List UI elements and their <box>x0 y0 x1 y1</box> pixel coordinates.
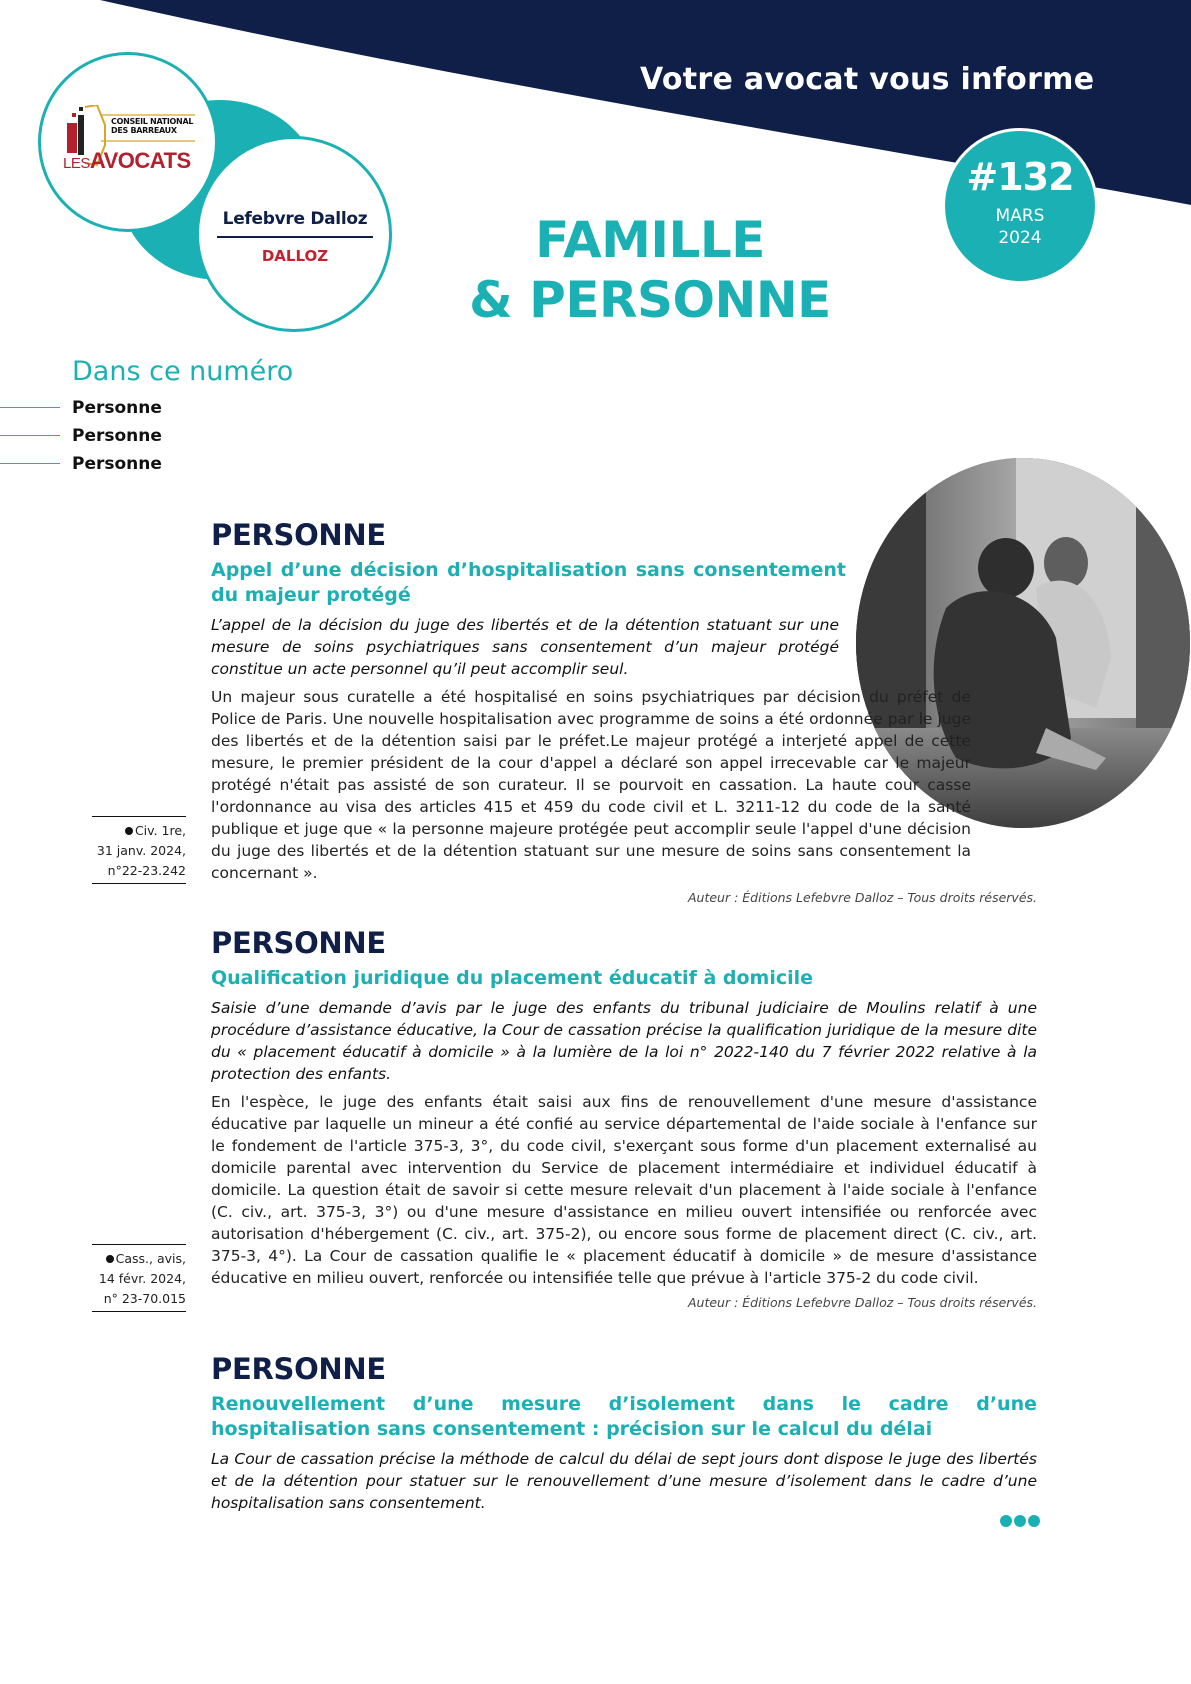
issue-year: 2024 <box>998 228 1042 248</box>
case-citation: Civ. 1re, 31 janv. 2024, n°22-23.242 <box>92 816 186 884</box>
bullet-icon <box>106 1255 114 1263</box>
dot <box>1000 1515 1012 1527</box>
toc-line <box>0 463 60 464</box>
article-lead: La Cour de cassation précise la méthode de calcul du délai de sept jours dont dispose le juge des libertés et de la détention pour statuer sur le renouvellement d’une mesure d’isolement dans le cadre d’une hospitalisation sans consentement. <box>211 1450 1037 1512</box>
logo-divider <box>217 236 373 238</box>
article-section <box>211 1352 1037 1514</box>
section-label: PERSONNE <box>211 518 386 552</box>
article-body: Un majeur sous curatelle a été hospitalisé en soins psychiatriques par décision du préfet de Police de Paris. Une nouvelle hospitalisation avec programme de soins a été ordonnée par le juge des libertés et de la détention saisi par le préfet.Le majeur protégé a interjeté appel de cette mesure, le premier président de la cour d'appel a déclaré son appel irrecevable car le majeur protégé n'était pas assisté de son curateur. Il se pourvoit en cassation. La haute cour casse l'ordonnance au visa des articles 415 et 459 du code civil et L. 3211-12 du code de la santé publique et juge que « la personne majeure protégée peut accomplir seule l'appel d'une décision du juge des libertés et de la détention statuant sur une mesure de soins sans consentement la concernant ». <box>211 688 971 882</box>
issue-number: #132 <box>966 155 1074 199</box>
article-section <box>211 518 1037 905</box>
article-author: Auteur : Éditions Lefebvre Dalloz – Tous droits réservés. <box>687 890 1037 905</box>
article-lead: Saisie d’une demande d’avis par le juge des enfants du tribunal judiciaire de Moulins relatif à une procédure d’assistance éducative, la Cour de cassation précise la qualification juridique de la mesure dite du « placement éducatif à domicile » à la lumière de la loi n° 2022-140 du 7 février 2022 relative à la protection des enfants. <box>211 999 1037 1083</box>
toc-line <box>0 407 60 408</box>
article-lead: L’appel de la décision du juge des libertés et de la détention statuant sur une mesure de soins psychiatriques sans consentement d’un majeur protégé constitue un acte personnel qu’il peut accomplir seul. <box>211 616 839 678</box>
page-title: FAMILLE & PERSONNE <box>469 211 831 329</box>
cnb-name: CONSEIL NATIONAL DES BARREAUX <box>111 117 194 135</box>
article-title: Appel d’une décision d’hospitalisation sans consentement du majeur protégé <box>211 559 846 606</box>
article-author: Auteur : Éditions Lefebvre Dalloz – Tous droits réservés. <box>687 1295 1037 1310</box>
tagline: Votre avocat vous informe <box>640 62 1095 97</box>
dalloz-wordmark: DALLOZ <box>261 247 329 265</box>
dot <box>1028 1515 1040 1527</box>
continue-indicator-icon <box>1000 1515 1040 1527</box>
cnb-logo <box>38 52 218 232</box>
lefebvre-dalloz-logo <box>196 136 392 332</box>
issue-month: MARS <box>995 206 1045 226</box>
dot <box>1014 1515 1026 1527</box>
article-section <box>211 926 1037 1310</box>
lefebvre-dalloz-name: Lefebvre Dalloz <box>222 209 368 229</box>
section-label: PERSONNE <box>211 926 386 960</box>
toc-line <box>0 435 60 436</box>
section-label: PERSONNE <box>211 1352 386 1386</box>
bullet-icon <box>125 827 133 835</box>
article-body: En l'espèce, le juge des enfants était saisi aux fins de renouvellement d'une mesure d'assistance éducative par laquelle un mineur a été confié au service départemental de l'aide sociale à l'enfance sur le fondement de l'article 375-3, 3°, du code civil, s'exerçant sous forme d'un placement externalisé au domicile parental avec intervention du Service de placement intermédiaire et individuel éducatif à domicile. La question était de savoir si cette mesure relevait d'un placement à l'aide sociale à l'enfance (C. civ., art. 375-3, 3°) ou d'une mesure d'assistance en milieu ouvert intensifiée ou renforcée avec autorisation d'hébergement (C. civ., art. 375-2), ou encore sous forme de placement direct (C. civ., art. 375-3, 4°). La Cour de cassation qualifie le « placement éducatif à domicile » de mesure d'assistance éducative en milieu ouvert, renforcée ou intensifiée telle que prévue à l'article 375-2 du code civil. <box>211 1093 1037 1287</box>
toc-title: Dans ce numéro <box>72 356 294 387</box>
issue-badge <box>942 128 1098 284</box>
article-title: Renouvellement d’une mesure d’isolement dans le cadre d’une hospitalisation sans consentement : précision sur le calcul du délai <box>211 1393 1037 1440</box>
case-citation: Cass., avis, 14 févr. 2024, n° 23-70.015 <box>92 1244 186 1312</box>
article-title: Qualification juridique du placement éducatif à domicile <box>211 967 814 989</box>
cnb-avocats-wordmark: LESAVOCATS <box>63 148 191 173</box>
